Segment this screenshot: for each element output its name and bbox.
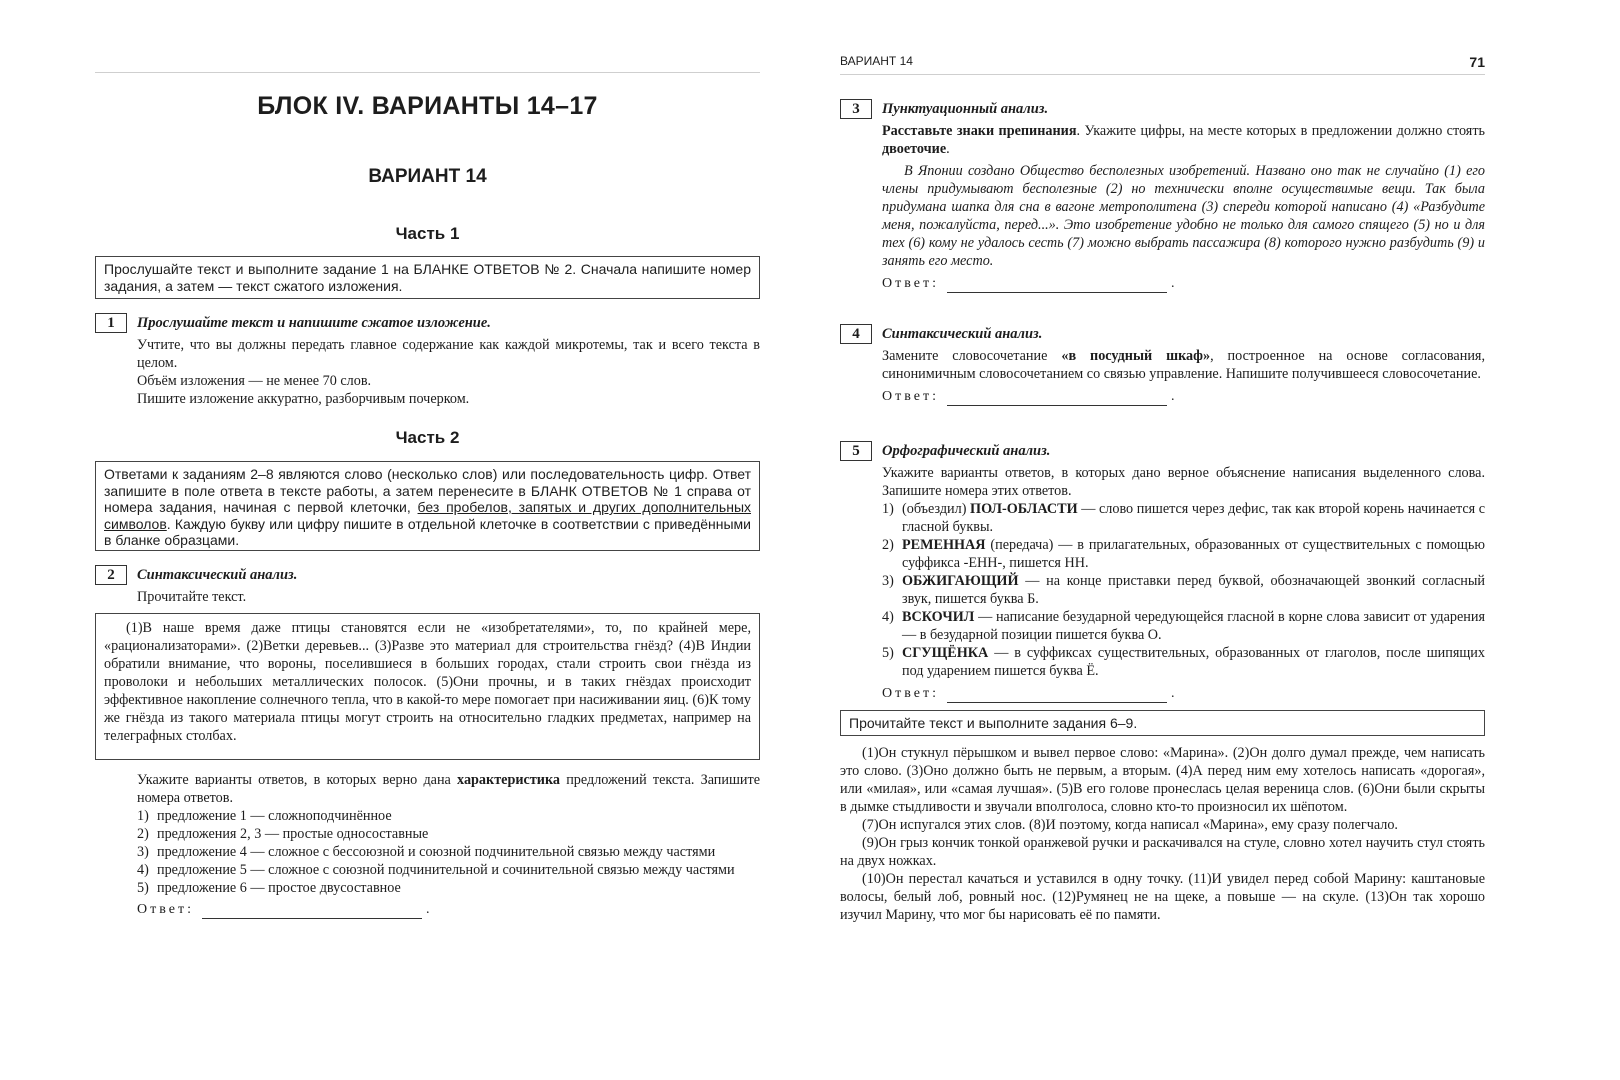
task2-text: (1)В наше время даже птицы становятся если не «изобретателями», то, по крайней мере, «рационализаторами». (2)Ветки деревьев... (3)Разве это материал для строительства гнёзд? (4)В Индии обратили внимание, что вороны, поселившиеся в больших городах, стали строить свои гнёзда из проволоки и небольших металлических полосок. (5)Они прочны, и в таких гнёздах происходит эффективное накопление солнечного тепла, что в какой-то мере помогает при насиживании яиц. (6)К тому же гнёзда из такого материала птицы могут строить на относительно гладких предметах, например на телеграфных столбах. [104,620,751,744]
task4 [840,323,1485,406]
story-paragraph: (10)Он перестал качаться и уставился в одну точку. (11)И увидел перед собой Марину: каштановые волосы, белый лоб, ровный нос. (12)Румянец не на щеке, а повыше — на скуле. (13)Он так хорошо изучил Марину, что мог бы нарисовать её по памяти. [840,871,1485,923]
running-header-title: ВАРИАНТ 14 [840,54,913,68]
part2-instruction-b: . Каждую букву или цифру пишите в отдельной клеточке в соответствии с приведёнными в бланке образцами. [104,515,751,548]
answer-label: Ответ: [882,276,939,291]
task2-question-a: Укажите варианты ответов, в которых верно дана [137,772,451,788]
task2-option: 5) предложение 6 — простое двусоставное [137,880,401,896]
task2-question-b: предложений текста. Запишите номера ответов. [137,772,761,806]
task1-title: Прослушайте текст и напишите сжатое изложение. [137,314,491,331]
task5-option: 2) РЕМЕННАЯ (передача) — в прилагательных, образованных от существительных с помощью суффикса -ЕНН-, пишется НН. [882,537,1486,571]
task3-instr-end: . [946,141,950,157]
task2-question-bold: характеристика [457,772,561,788]
task1 [95,312,760,408]
story-paragraph: (9)Он грыз кончик тонкой оранжевой ручки и раскачивался на стуле, словно хотел научить стул стоять на двух ножках. [840,835,1485,869]
task5-body [882,464,1485,703]
task5-option: 4) ВСКОЧИЛ — написание безударной чередующейся гласной в корне слова зависит от ударения — в безударной позиции пишется буква О. [882,609,1486,643]
task5-answer: Ответ: . [882,686,1178,701]
task5-title: Орфографический анализ. [882,442,1051,459]
task4-title: Синтаксический анализ. [882,325,1043,342]
task3-answer: Ответ: . [882,276,1178,291]
task2-answer: Ответ: . [137,902,433,917]
page-number: 71 [1469,54,1485,70]
task4-header [840,323,1485,345]
task1-number: 1 [95,313,127,333]
task2 [95,564,760,606]
task3-text: В Японии создано Общество бесполезных изобретений. Названо оно так не случайно (1) его члены придумывают бесполезные (2) но технически вполне осуществимые вещи. Так была придумана шапка для сна в вагоне метрополитена (3) спереди которой написано (4) «Разбудите меня, пожалуйста, перед...». Это изобретение удобно не только для самого спящего (5) но и для тех (6) кому не удалось сесть (7) можно выбрать пассажира (8) которого нужно разбудить (9) и занять его место. [882,163,1485,269]
task3-body [882,122,1485,293]
task1-line: Пишите изложение аккуратно, разборчивым почерком. [137,391,470,407]
running-header [840,54,1485,75]
task1-line: Учтите, что вы должны передать главное содержание как каждой микротемы, так и всего текста в целом. [137,337,760,371]
answer-line[interactable] [947,278,1167,293]
block-title: БЛОК IV. ВАРИАНТЫ 14–17 [257,92,598,120]
task2-number: 2 [95,565,127,585]
task4-number: 4 [840,324,872,344]
task2-option: 3) предложение 4 — сложное с бессоюзной и союзной подчинительной связью между частями [137,844,716,860]
part2-instruction-a: Ответами к заданиям 2–8 являются слово (несколько слов) или последовательность цифр. Ответ запишите в поле ответа в тексте работы, а затем перенесите в БЛАНК ОТВЕТОВ № 1 справа от номера задания, начиная с первой клеточки, [104,466,751,515]
task4-instr-b: , построенное на основе согласования, синонимичным словосочетанием со связью управление. Напишите получившееся словосочетание. [882,348,1485,382]
task4-instr-bold: «в посудный шкаф» [1061,348,1211,364]
task3-instr-bold2: двоеточие [882,141,947,157]
variant-title: ВАРИАНТ 14 [368,166,487,187]
task5-header [840,440,1485,462]
task4-answer: Ответ: . [882,389,1178,404]
task3-instr-bold: Расставьте знаки препинания [882,123,1077,139]
task3 [840,98,1485,293]
task4-instr-a: Замените словосочетание [882,348,1048,364]
task5-option: 5) СГУЩЁНКА — в суффиксах существительных, образованных от глаголов, после шипящих под ударением пишется буква Ё. [882,645,1485,679]
task2-option: 4) предложение 5 — сложное с союзной подчинительной и сочинительной связью между частями [137,862,735,878]
task2-options [137,807,760,897]
answer-label: Ответ: [882,389,939,404]
task5-option: 3) ОБЖИГАЮЩИЙ — на конце приставки перед буквой, обозначающей звонкий согласный звук, пишется буква Б. [882,573,1485,607]
task3-title: Пунктуационный анализ. [882,100,1049,117]
read-instruction: Прочитайте текст и выполните задания 6–9. [849,715,1138,731]
answer-line[interactable] [202,904,422,919]
task4-body [882,347,1485,406]
task1-line: Объём изложения — не менее 70 слов. [137,373,372,389]
task1-header [95,312,760,334]
task2-text-box [95,613,760,760]
part1-instruction: Прослушайте текст и выполните задание 1 на БЛАНКЕ ОТВЕТОВ № 2. Сначала напишите номер задания, а затем — текст сжатого изложения. [104,261,751,294]
story-paragraph: (1)Он стукнул пёрышком и вывел первое слово: «Марина». (2)Он долго думал прежде, чем написать это слово. (3)Оно должно быть не первым, а вторым. (4)А перед ним ему хотелось написать «дорогая», или «милая», или «самая лучшая». (5)В его голове пронеслась целая вереница слов. (6)Они были скрыты в дымке стыдливости и звучали вполголоса, словно кто-то произносил их шёпотом. [840,745,1485,815]
task3-instr-mid: . Укажите цифры, на месте которых в предложении должно стоять [1076,123,1485,139]
task3-number: 3 [840,99,872,119]
task5-option: 1) (объездил) ПОЛ-ОБЛАСТИ — слово пишется через дефис, так как второй корень начинается с гласной буквы. [882,501,1486,535]
task2-header [95,564,760,586]
story-paragraph: (7)Он испугался этих слов. (8)И поэтому, когда написал «Марина», ему сразу полегчало. [862,817,1398,833]
answer-line[interactable] [947,688,1167,703]
task2-question [137,771,760,919]
task2-subtitle: Прочитайте текст. [137,589,247,605]
task1-body [137,336,760,408]
task5-number: 5 [840,441,872,461]
read-instruction-box [840,710,1485,736]
answer-line[interactable] [947,391,1167,406]
part2-instruction-box [95,461,760,551]
task2-title: Синтаксический анализ. [137,566,298,583]
task5-instr: Укажите варианты ответов, в которых дано верное объяснение написания выделенного слова. Запишите номера этих ответов. [882,465,1485,499]
task2-option: 2) предложения 2, 3 — простые односоставные [137,826,429,842]
task3-header [840,98,1485,120]
answer-label: Ответ: [882,686,939,701]
task2-option: 1) предложение 1 — сложноподчинённое [137,808,392,824]
answer-label: Ответ: [137,902,194,917]
top-divider [95,72,760,73]
part1-title: Часть 1 [395,224,460,243]
task5-options [882,500,1485,680]
part2-title: Часть 2 [395,428,460,447]
task5 [840,440,1485,703]
story-text [840,744,1485,924]
part1-instruction-box [95,256,760,299]
right-page [810,0,1620,1080]
part2-instruction-underlined: без пробелов, запятых и других дополнительных символов [104,499,752,532]
